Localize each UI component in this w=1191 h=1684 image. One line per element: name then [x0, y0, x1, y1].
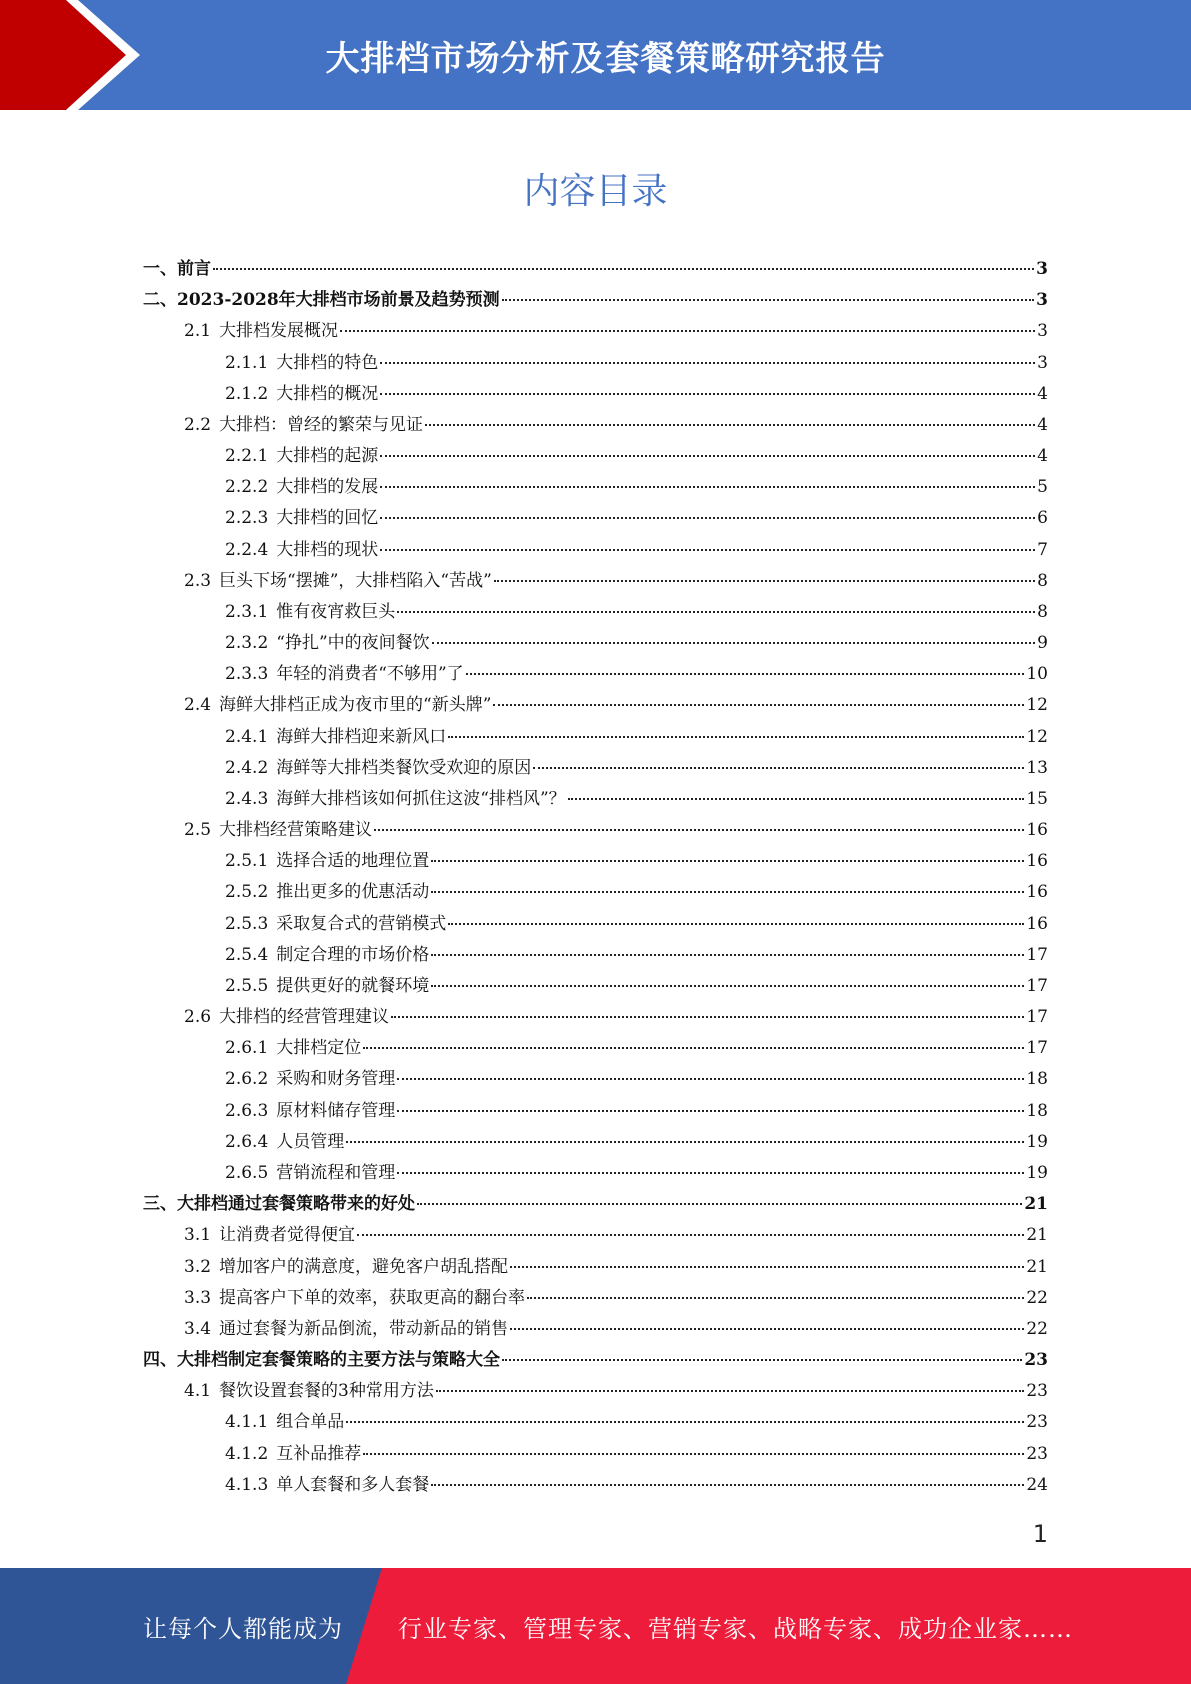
- toc-entry-label: [225, 597, 395, 628]
- toc-entry-label: [225, 971, 429, 1002]
- toc-dot-leader: [502, 1359, 1022, 1361]
- toc-entry-number: 2.3.2: [225, 633, 269, 654]
- toc-entry-page: 6: [1037, 508, 1048, 529]
- toc-entry-page: 8: [1037, 570, 1048, 591]
- toc-entry[interactable]: [143, 1283, 1048, 1314]
- toc-entry[interactable]: [143, 597, 1048, 628]
- toc-entry-page: 3: [1037, 321, 1048, 342]
- toc-entry-number: 2.6.1: [225, 1038, 269, 1059]
- toc-entry-text: 大排档的回忆: [276, 508, 379, 529]
- footer-slogan-left: 让每个人都能成为: [143, 1614, 343, 1643]
- toc-entry[interactable]: [143, 940, 1048, 971]
- toc-entry-page: 3: [1036, 259, 1048, 279]
- toc-entry-number: 2.3: [184, 570, 212, 591]
- toc-entry[interactable]: [143, 1376, 1048, 1407]
- toc-entry[interactable]: [143, 846, 1048, 877]
- toc-dot-leader: [533, 767, 1024, 769]
- toc-entry-text: 人员管理: [276, 1131, 345, 1152]
- toc-entry-number: 3.2: [184, 1256, 212, 1277]
- toc-dot-leader: [340, 330, 1035, 332]
- toc-entry-page: 23: [1026, 1443, 1048, 1464]
- toc-entry-page: 17: [1026, 1007, 1048, 1028]
- toc-entry-number: 2.6.5: [225, 1162, 269, 1183]
- toc-entry-page: 12: [1026, 695, 1048, 716]
- toc-entry-text: 大排档定位: [276, 1038, 362, 1059]
- toc-entry-label: [225, 940, 429, 971]
- toc-entry-page: 23: [1024, 1350, 1048, 1371]
- toc-entry[interactable]: [143, 1033, 1048, 1064]
- toc-entry-number: 2.5.1: [225, 851, 269, 872]
- toc-entry-text: 制定合理的市场价格: [276, 944, 430, 965]
- toc-entry-page: 21: [1026, 1225, 1048, 1246]
- toc-entry-label: [184, 1314, 508, 1345]
- toc-entry-number: 2.3.3: [225, 664, 269, 685]
- toc-dot-leader: [380, 517, 1035, 519]
- toc-entry-text: 大排档的经营管理建议: [219, 1007, 390, 1028]
- toc-entry-label: [225, 1064, 395, 1095]
- toc-entry[interactable]: [143, 877, 1048, 908]
- toc-entry[interactable]: [143, 784, 1048, 815]
- toc-dot-leader: [493, 704, 1024, 706]
- toc-entry[interactable]: [143, 1064, 1048, 1095]
- toc-dot-leader: [432, 642, 1036, 644]
- toc-entry[interactable]: [143, 535, 1048, 566]
- toc-entry-page: 4: [1037, 446, 1048, 467]
- header-band: [0, 0, 1191, 110]
- toc-entry-text: 单人套餐和多人套餐: [276, 1474, 430, 1495]
- toc-entry[interactable]: [143, 285, 1048, 316]
- toc-entry-number: 2.4.2: [225, 757, 269, 778]
- toc-entry-page: 17: [1026, 1038, 1048, 1059]
- toc-entry-number: 3.4: [184, 1318, 212, 1339]
- toc-entry-text: 原材料储存管理: [276, 1100, 396, 1121]
- toc-entry-text: 四、大排档制定套餐策略的主要方法与策略大全: [143, 1350, 500, 1371]
- toc-entry-label: [225, 441, 378, 472]
- toc-entry-number: 2.2: [184, 414, 212, 435]
- toc-entry-label: [225, 659, 464, 690]
- toc-entry-page: 16: [1026, 913, 1048, 934]
- toc-entry[interactable]: [143, 1127, 1048, 1158]
- toc-entry-number: 2.5.4: [225, 944, 269, 965]
- toc-entry-label: [184, 1376, 434, 1407]
- toc-entry-page: 22: [1026, 1318, 1048, 1339]
- toc-entry-label: [184, 1002, 389, 1033]
- toc-entry-label: [225, 877, 429, 908]
- table-of-contents: [143, 254, 1048, 1501]
- toc-entry[interactable]: [143, 815, 1048, 846]
- toc-entry-label: [225, 784, 566, 815]
- toc-entry-page: 19: [1026, 1162, 1048, 1183]
- toc-entry-label: [225, 1033, 361, 1064]
- toc-title: 内容目录: [523, 171, 668, 212]
- toc-dot-leader: [346, 1141, 1024, 1143]
- toc-entry[interactable]: [143, 1189, 1048, 1220]
- toc-entry[interactable]: [143, 566, 1048, 597]
- toc-entry-number: 2.6.4: [225, 1131, 269, 1152]
- toc-entry-page: 18: [1026, 1100, 1048, 1121]
- toc-dot-leader: [397, 1110, 1024, 1112]
- toc-entry-number: 2.1: [184, 321, 212, 342]
- toc-dot-leader: [397, 611, 1035, 613]
- toc-entry[interactable]: [143, 1252, 1048, 1283]
- toc-entry-text: 海鲜大排档该如何抓住这波“排档风”？: [276, 788, 566, 809]
- toc-entry-text: 大排档发展概况: [219, 321, 339, 342]
- toc-dot-leader: [380, 362, 1035, 364]
- toc-entry-text: 海鲜大排档迎来新风口: [276, 726, 447, 747]
- toc-entry-number: 2.6.2: [225, 1069, 269, 1090]
- toc-dot-leader: [363, 1047, 1024, 1049]
- toc-dot-leader: [397, 1172, 1024, 1174]
- toc-entry-label: [184, 815, 372, 846]
- toc-entry-label: [225, 1470, 429, 1501]
- toc-entry-label: [225, 628, 430, 659]
- toc-entry[interactable]: [143, 1470, 1048, 1501]
- toc-entry-text: 提供更好的就餐环境: [276, 975, 430, 996]
- toc-entry-label: [225, 1158, 395, 1189]
- toc-entry-number: 2.2.2: [225, 477, 269, 498]
- toc-entry-text: 大排档的现状: [276, 539, 379, 560]
- toc-entry-page: 8: [1037, 601, 1048, 622]
- toc-entry[interactable]: [143, 909, 1048, 940]
- toc-entry-page: 18: [1026, 1069, 1048, 1090]
- toc-entry-label: [184, 1252, 508, 1283]
- toc-entry-text: 一、前言: [143, 259, 211, 279]
- toc-entry-text: 大排档的概况: [276, 383, 379, 404]
- toc-dot-leader: [502, 299, 1034, 301]
- toc-entry-number: 2.2.1: [225, 446, 269, 467]
- toc-entry-number: 2.4.3: [225, 788, 269, 809]
- report-title: 大排档市场分析及套餐策略研究报告: [325, 38, 886, 79]
- toc-entry-label: [143, 285, 500, 316]
- toc-dot-leader: [397, 1078, 1024, 1080]
- toc-entry[interactable]: [143, 1096, 1048, 1127]
- toc-entry-text: 二、2023-2028年大排档市场前景及趋势预测: [143, 290, 500, 311]
- toc-entry-number: 2.4.1: [225, 726, 269, 747]
- toc-entry-number: 2.1.1: [225, 352, 269, 373]
- toc-dot-leader: [431, 860, 1024, 862]
- toc-entry-number: 2.3.1: [225, 601, 269, 622]
- toc-dot-leader: [380, 393, 1035, 395]
- toc-entry-label: [184, 690, 491, 721]
- toc-entry-page: 21: [1024, 1194, 1048, 1215]
- toc-entry[interactable]: [143, 441, 1048, 472]
- toc-dot-leader: [510, 1266, 1024, 1268]
- toc-entry-label: [225, 1407, 344, 1438]
- toc-dot-leader: [431, 985, 1024, 987]
- toc-entry-page: 15: [1026, 788, 1048, 809]
- toc-entry-label: [143, 1345, 500, 1376]
- toc-entry[interactable]: [143, 503, 1048, 534]
- toc-entry-text: 大排档的起源: [276, 446, 379, 467]
- toc-entry-number: 3.1: [184, 1225, 212, 1246]
- page-number: 1: [1032, 1520, 1048, 1548]
- toc-entry[interactable]: [143, 472, 1048, 503]
- toc-dot-leader: [380, 455, 1035, 457]
- toc-entry-label: [225, 1127, 344, 1158]
- toc-entry-page: 23: [1026, 1381, 1048, 1402]
- toc-entry-text: 餐饮设置套餐的3种常用方法: [219, 1381, 434, 1402]
- toc-entry-number: 2.6.3: [225, 1100, 269, 1121]
- toc-entry-label: [225, 535, 378, 566]
- toc-entry-text: 通过套餐为新品倒流，带动新品的销售: [219, 1318, 509, 1339]
- toc-entry-text: 组合单品: [276, 1412, 345, 1433]
- toc-dot-leader: [510, 1328, 1024, 1330]
- toc-entry[interactable]: [143, 628, 1048, 659]
- toc-entry-label: [143, 254, 211, 285]
- toc-entry-page: 4: [1037, 383, 1048, 404]
- toc-entry-number: 2.4: [184, 695, 212, 716]
- toc-dot-leader: [448, 736, 1024, 738]
- toc-entry-label: [225, 503, 378, 534]
- toc-dot-leader: [494, 580, 1035, 582]
- toc-entry-text: 选择合适的地理位置: [276, 851, 430, 872]
- footer-band: [0, 1568, 1191, 1684]
- toc-entry[interactable]: [143, 1407, 1048, 1438]
- toc-entry-text: 惟有夜宵救巨头: [276, 601, 396, 622]
- toc-entry-page: 9: [1037, 633, 1048, 654]
- footer-slogan-right: 行业专家、管理专家、营销专家、战略专家、成功企业家……: [398, 1614, 1073, 1643]
- toc-entry-label: [225, 472, 378, 503]
- toc-entry-text: 提高客户下单的效率，获取更高的翻台率: [219, 1287, 526, 1308]
- toc-entry[interactable]: [143, 1158, 1048, 1189]
- toc-dot-leader: [568, 798, 1025, 800]
- toc-entry-page: 4: [1037, 414, 1048, 435]
- toc-entry-text: 海鲜等大排档类餐饮受欢迎的原因: [276, 757, 532, 778]
- toc-dot-leader: [357, 1234, 1024, 1236]
- toc-entry-number: 2.2.4: [225, 539, 269, 560]
- toc-entry[interactable]: [143, 1345, 1048, 1376]
- toc-entry[interactable]: [143, 1002, 1048, 1033]
- toc-entry[interactable]: [143, 971, 1048, 1002]
- toc-entry-label: [225, 379, 378, 410]
- toc-entry-text: 增加客户的满意度，避免客户胡乱搭配: [219, 1256, 509, 1277]
- toc-entry-page: 19: [1026, 1131, 1048, 1152]
- toc-entry-text: 大排档的发展: [276, 477, 379, 498]
- toc-dot-leader: [213, 268, 1034, 270]
- toc-entry-page: 5: [1037, 477, 1048, 498]
- toc-entry-label: [225, 1439, 361, 1470]
- toc-entry-page: 21: [1026, 1256, 1048, 1277]
- toc-dot-leader: [431, 1484, 1024, 1486]
- toc-entry-page: 23: [1026, 1412, 1048, 1433]
- toc-entry-page: 16: [1026, 882, 1048, 903]
- toc-entry-text: 推出更多的优惠活动: [276, 882, 430, 903]
- toc-entry-number: 2.5.2: [225, 882, 269, 903]
- toc-entry-text: “挣扎”中的夜间餐饮: [276, 633, 430, 654]
- toc-entry-text: 让消费者觉得便宜: [219, 1225, 356, 1246]
- toc-dot-leader: [380, 549, 1035, 551]
- toc-entry-number: 2.5.3: [225, 913, 269, 934]
- toc-entry-label: [184, 1283, 525, 1314]
- toc-entry[interactable]: [143, 722, 1048, 753]
- toc-dot-leader: [448, 923, 1024, 925]
- toc-entry-number: 2.6: [184, 1007, 212, 1028]
- toc-entry-text: 三、大排档通过套餐策略带来的好处: [143, 1194, 415, 1215]
- toc-entry-number: 3.3: [184, 1287, 212, 1308]
- toc-entry-label: [225, 348, 378, 379]
- toc-dot-leader: [374, 829, 1024, 831]
- toc-entry-number: 4.1.3: [225, 1474, 269, 1495]
- toc-entry-number: 2.1.2: [225, 383, 269, 404]
- toc-entry[interactable]: [143, 316, 1048, 347]
- toc-entry-number: 2.5.5: [225, 975, 269, 996]
- toc-entry-label: [225, 846, 429, 877]
- toc-entry-text: 大排档的特色: [276, 352, 379, 373]
- toc-entry-page: 13: [1026, 757, 1048, 778]
- toc-entry-text: 采购和财务管理: [276, 1069, 396, 1090]
- toc-dot-leader: [431, 891, 1024, 893]
- toc-entry-number: 2.2.3: [225, 508, 269, 529]
- toc-entry[interactable]: [143, 348, 1048, 379]
- toc-entry[interactable]: [143, 410, 1048, 441]
- toc-entry-text: 大排档：曾经的繁荣与见证: [219, 414, 424, 435]
- toc-entry[interactable]: [143, 690, 1048, 721]
- toc-entry-page: 17: [1026, 944, 1048, 965]
- toc-entry[interactable]: [143, 254, 1048, 285]
- toc-dot-leader: [436, 1390, 1024, 1392]
- toc-dot-leader: [391, 1016, 1024, 1018]
- toc-entry-page: 16: [1026, 851, 1048, 872]
- toc-dot-leader: [431, 954, 1024, 956]
- toc-entry-text: 年轻的消费者“不够用”了: [276, 664, 464, 685]
- toc-entry-page: 17: [1026, 975, 1048, 996]
- toc-entry[interactable]: [143, 1314, 1048, 1345]
- toc-dot-leader: [417, 1203, 1022, 1205]
- toc-entry-text: 营销流程和管理: [276, 1162, 396, 1183]
- toc-entry-text: 采取复合式的营销模式: [276, 913, 447, 934]
- toc-dot-leader: [380, 486, 1035, 488]
- toc-entry-number: 2.5: [184, 820, 212, 841]
- toc-entry-label: [225, 722, 446, 753]
- toc-dot-leader: [466, 673, 1025, 675]
- toc-entry-label: [225, 909, 446, 940]
- toc-entry[interactable]: [143, 1220, 1048, 1251]
- toc-entry[interactable]: [143, 379, 1048, 410]
- toc-dot-leader: [346, 1421, 1024, 1423]
- toc-entry-page: 22: [1026, 1287, 1048, 1308]
- toc-entry-label: [184, 410, 423, 441]
- toc-entry-number: 4.1: [184, 1381, 212, 1402]
- toc-entry-label: [184, 566, 492, 597]
- toc-entry[interactable]: [143, 753, 1048, 784]
- toc-entry-text: 海鲜大排档正成为夜市里的“新头牌”: [219, 695, 492, 716]
- toc-dot-leader: [425, 424, 1035, 426]
- toc-entry[interactable]: [143, 659, 1048, 690]
- toc-entry-page: 24: [1026, 1474, 1048, 1495]
- toc-entry-label: [225, 1096, 395, 1127]
- toc-dot-leader: [527, 1297, 1024, 1299]
- toc-entry-text: 巨头下场“摆摊”，大排档陷入“苦战”: [219, 570, 492, 591]
- toc-entry-page: 3: [1036, 290, 1048, 311]
- toc-entry-number: 4.1.1: [225, 1412, 269, 1433]
- toc-dot-leader: [363, 1453, 1024, 1455]
- toc-entry-text: 大排档经营策略建议: [219, 820, 373, 841]
- toc-entry-page: 3: [1037, 352, 1048, 373]
- toc-entry-number: 4.1.2: [225, 1443, 269, 1464]
- toc-entry-page: 16: [1026, 820, 1048, 841]
- toc-entry-page: 12: [1026, 726, 1048, 747]
- toc-entry-text: 互补品推荐: [276, 1443, 362, 1464]
- toc-entry-label: [184, 1220, 355, 1251]
- toc-entry[interactable]: [143, 1439, 1048, 1470]
- toc-entry-label: [225, 753, 531, 784]
- toc-entry-label: [184, 316, 338, 347]
- toc-entry-page: 7: [1037, 539, 1048, 560]
- toc-entry-label: [143, 1189, 415, 1220]
- toc-entry-page: 10: [1026, 664, 1048, 685]
